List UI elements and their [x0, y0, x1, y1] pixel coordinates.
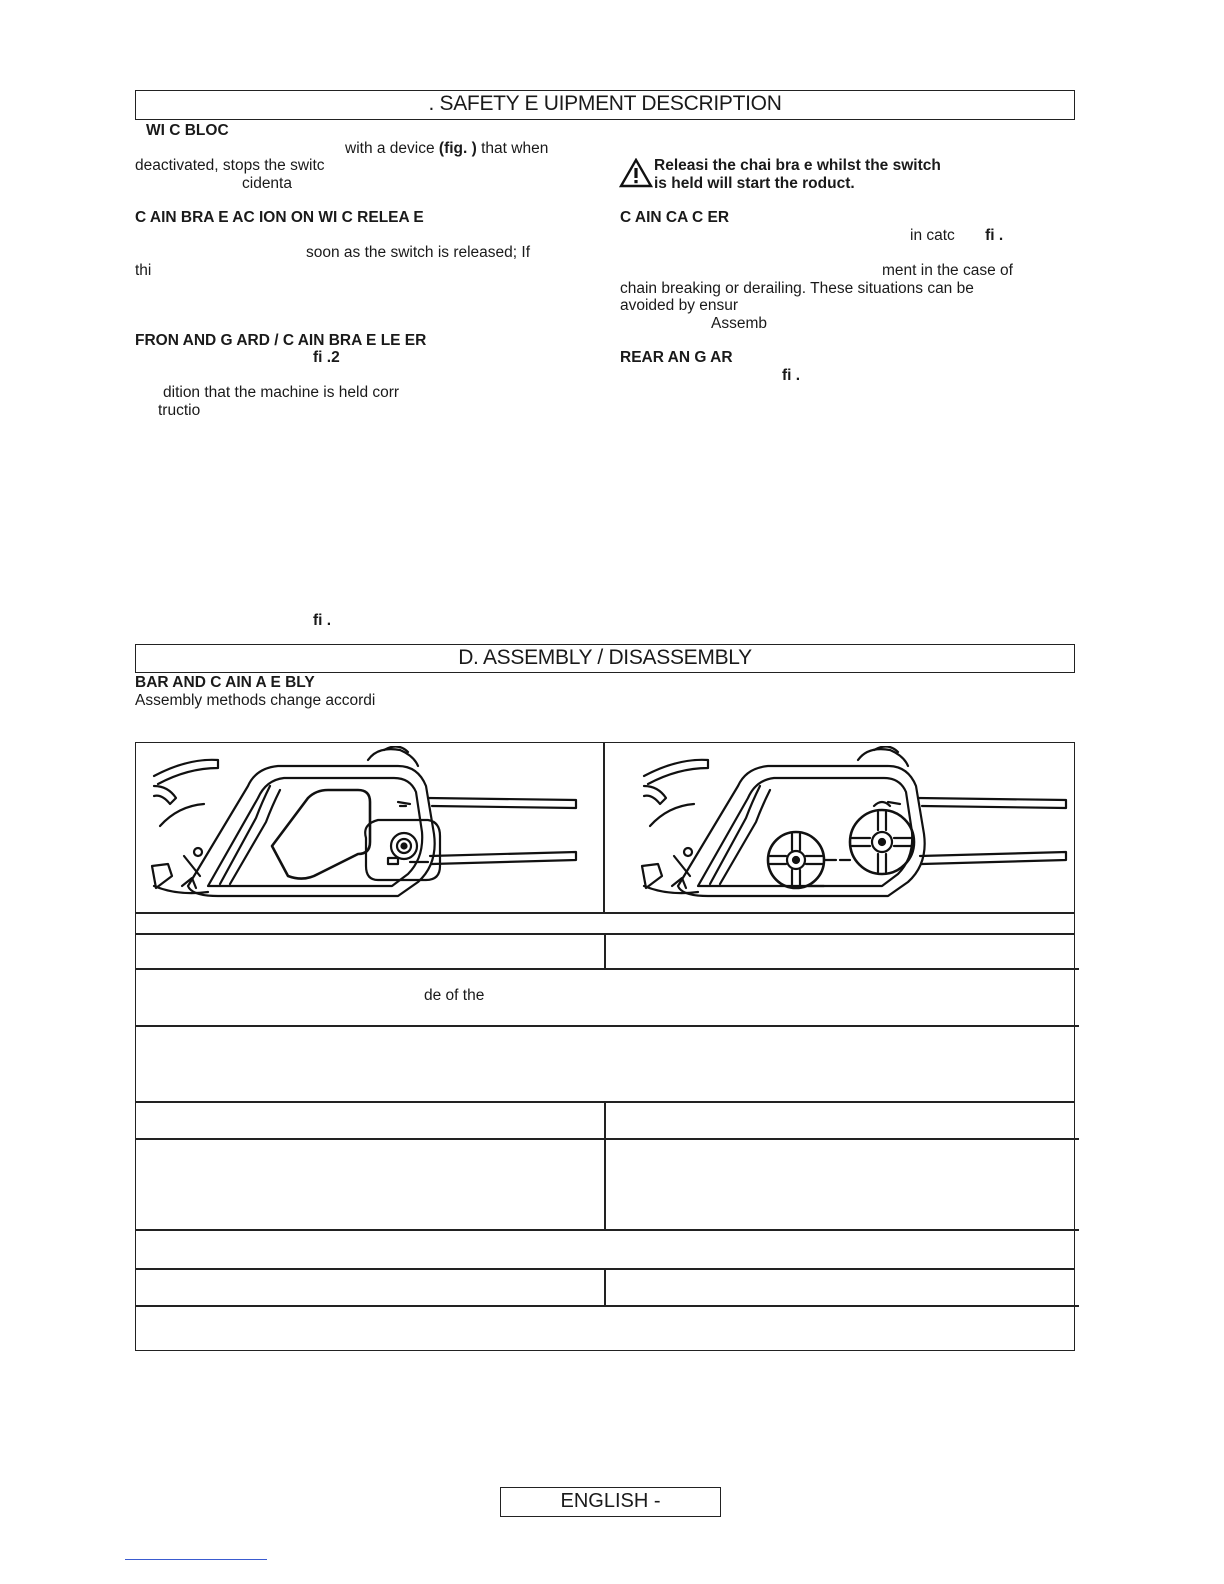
front-guard-heading: FRON AND G ARD / C AIN BRA E LE ER: [135, 332, 427, 349]
table-divider: [604, 1101, 606, 1230]
warning-triangle-icon: [619, 158, 653, 188]
chain-brake-line-1: soon as the switch is released; If: [306, 244, 531, 261]
front-guard-fig-ref: fi .2: [313, 349, 340, 366]
table-divider: [135, 1305, 1079, 1307]
assembly-intro-line: Assembly methods change accordi: [135, 692, 376, 709]
chain-brake-heading: C AIN BRA E AC ION ON WI C RELEA E: [135, 209, 424, 226]
switch-block-line-1-end: that when: [481, 140, 549, 157]
chain-catcher-line-1: [910, 227, 1003, 245]
table-divider: [135, 1138, 1079, 1140]
switch-block-line-1-text: with a device: [345, 140, 435, 157]
table-row-text: de of the: [424, 987, 485, 1004]
switch-block-line-3: cidenta: [242, 175, 292, 192]
chain-catcher-line-5: Assemb: [711, 315, 767, 332]
front-guard-line-2: tructio: [158, 402, 201, 419]
section-c-title-box: [135, 90, 1075, 120]
table-divider: [135, 968, 1079, 970]
table-divider: [135, 1025, 1079, 1027]
chain-catcher-heading: C AIN CA C ER: [620, 209, 730, 226]
chain-catcher-line-4: avoided by ensur: [620, 297, 739, 314]
chain-brake-line-2: thi: [135, 262, 152, 279]
chain-catcher-line-3: chain breaking or derailing. These situations can be: [620, 280, 974, 297]
page-language-footer: [500, 1487, 721, 1517]
table-divider: [604, 1268, 606, 1306]
section-d-title-box: [135, 644, 1075, 673]
switch-block-line-1: [345, 140, 548, 158]
front-guard-line-1: dition that the machine is held corr: [163, 384, 400, 401]
footer-label: ENGLISH -: [560, 1490, 661, 1512]
bar-chain-assembly-heading: BAR AND C AIN A E BLY: [135, 674, 315, 691]
section-d-title: D. ASSEMBLY / DISASSEMBLY: [458, 646, 752, 669]
rear-hand-guard-heading: REAR AN G AR: [620, 349, 733, 366]
chainsaw-cover-knob-icon: [148, 746, 588, 906]
footnote-rule: [125, 1559, 267, 1560]
switch-block-fig-ref: (fig. ): [438, 140, 477, 157]
warning-line-1: Releasi the chai bra e whilst the switch: [654, 157, 941, 174]
switch-block-heading: WI C BLOC: [146, 122, 229, 139]
chainsaw-cover-wheel-icon: [638, 746, 1078, 906]
bottom-fig-ref: fi .: [313, 612, 332, 629]
table-divider: [135, 912, 1075, 914]
section-c-title: . SAFETY E UIPMENT DESCRIPTION: [428, 92, 782, 115]
chain-catcher-line-1-text: in catc: [910, 227, 955, 244]
switch-block-line-2: deactivated, stops the switc: [135, 157, 325, 174]
chain-catcher-fig-ref: fi .: [985, 227, 1004, 244]
rear-hand-guard-fig-ref: fi .: [782, 367, 801, 384]
warning-line-2: is held will start the roduct.: [654, 175, 855, 192]
chain-catcher-line-2: ment in the case of: [882, 262, 1013, 279]
table-divider: [135, 1229, 1079, 1231]
table-divider: [603, 742, 605, 913]
table-divider: [604, 933, 606, 969]
